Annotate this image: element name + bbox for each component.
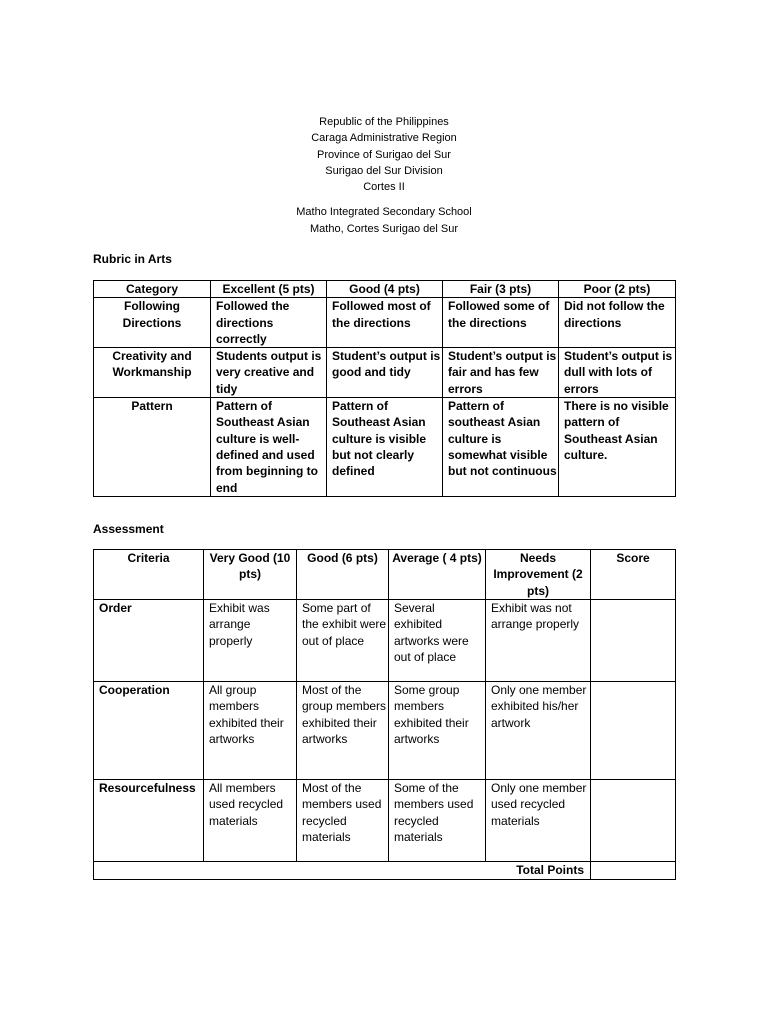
rubric-cell: Students output is very creative and tidy (211, 348, 327, 398)
rubric-cell: There is no visible pattern of Southeast Asian culture. (559, 398, 676, 497)
header-spacer (0, 195, 768, 204)
assessment-table (93, 549, 676, 880)
total-row (94, 862, 676, 880)
rubric-header-cell: Fair (3 pts) (443, 281, 559, 298)
rubric-table (93, 280, 676, 497)
table-row (94, 780, 676, 862)
header-address: Matho, Cortes Surigao del Sur (310, 222, 458, 235)
header-division: Surigao del Sur Division (325, 164, 443, 177)
rubric-cell: Followed most of the directions (327, 298, 443, 348)
assessment-title: Assessment (93, 522, 164, 536)
rubric-cell: Pattern of Southeast Asian culture is well-defined and used from beginning to end (211, 398, 327, 497)
table-row (94, 348, 676, 398)
assessment-cell: Several exhibited artworks were out of place (389, 600, 486, 682)
assessment-cell: Exhibit was arrange properly (204, 600, 297, 682)
assessment-cell: Only one member exhibited his/her artwork (486, 682, 591, 780)
rubric-cell: Student’s output is good and tidy (327, 348, 443, 398)
rubric-cell: Followed the directions correctly (211, 298, 327, 348)
assessment-header-cell: Criteria (94, 550, 204, 600)
assessment-cell: Some group members exhibited their artworks (389, 682, 486, 780)
rubric-cell: Followed some of the directions (443, 298, 559, 348)
assessment-cell: Some of the members used recycled materials (389, 780, 486, 862)
rubric-header-row (94, 281, 676, 298)
assessment-cell: Exhibit was not arrange properly (486, 600, 591, 682)
rubric-category-cell: Pattern (94, 398, 211, 497)
assessment-header-cell: Needs Improvement (2 pts) (486, 550, 591, 600)
rubric-cell: Did not follow the directions (559, 298, 676, 348)
assessment-cell: Most of the group members exhibited their artworks (297, 682, 389, 780)
assessment-header-cell: Very Good (10 pts) (204, 550, 297, 600)
rubric-cell: Student’s output is fair and has few errors (443, 348, 559, 398)
score-cell[interactable] (591, 780, 676, 862)
rubric-header-cell: Excellent (5 pts) (211, 281, 327, 298)
assessment-header-cell: Average ( 4 pts) (389, 550, 486, 600)
rubric-cell: Student’s output is dull with lots of errors (559, 348, 676, 398)
rubric-header-cell: Poor (2 pts) (559, 281, 676, 298)
table-row (94, 682, 676, 780)
rubric-category-cell: Creativity and Workmanship (94, 348, 211, 398)
table-row (94, 600, 676, 682)
header-province: Province of Surigao del Sur (317, 148, 451, 161)
assessment-cell: All members used recycled materials (204, 780, 297, 862)
assessment-cell: Only one member used recycled materials (486, 780, 591, 862)
assessment-header-cell: Good (6 pts) (297, 550, 389, 600)
assessment-cell: Most of the members used recycled materials (297, 780, 389, 862)
criteria-cell: Resourcefulness (94, 780, 204, 862)
header-school: Matho Integrated Secondary School (296, 206, 472, 219)
header-district: Cortes II (363, 181, 405, 194)
score-cell[interactable] (591, 682, 676, 780)
criteria-cell: Cooperation (94, 682, 204, 780)
document-header (0, 114, 768, 237)
rubric-cell: Pattern of southeast Asian culture is somewhat visible but not continuous (443, 398, 559, 497)
criteria-cell: Order (94, 600, 204, 682)
header-republic: Republic of the Philippines (319, 116, 449, 128)
score-cell[interactable] (591, 600, 676, 682)
total-points-value[interactable] (591, 862, 676, 880)
rubric-cell: Pattern of Southeast Asian culture is visible but not clearly defined (327, 398, 443, 497)
table-row (94, 298, 676, 348)
assessment-header-row (94, 550, 676, 600)
assessment-header-cell: Score (591, 550, 676, 600)
rubric-category-cell: Following Directions (94, 298, 211, 348)
rubric-header-cell: Good (4 pts) (327, 281, 443, 298)
assessment-cell: Some part of the exhibit were out of place (297, 600, 389, 682)
table-row (94, 398, 676, 497)
header-region: Caraga Administrative Region (311, 132, 457, 145)
rubric-title: Rubric in Arts (93, 252, 172, 266)
total-points-label: Total Points (94, 862, 591, 880)
assessment-cell: All group members exhibited their artworks (204, 682, 297, 780)
rubric-header-cell: Category (94, 281, 211, 298)
